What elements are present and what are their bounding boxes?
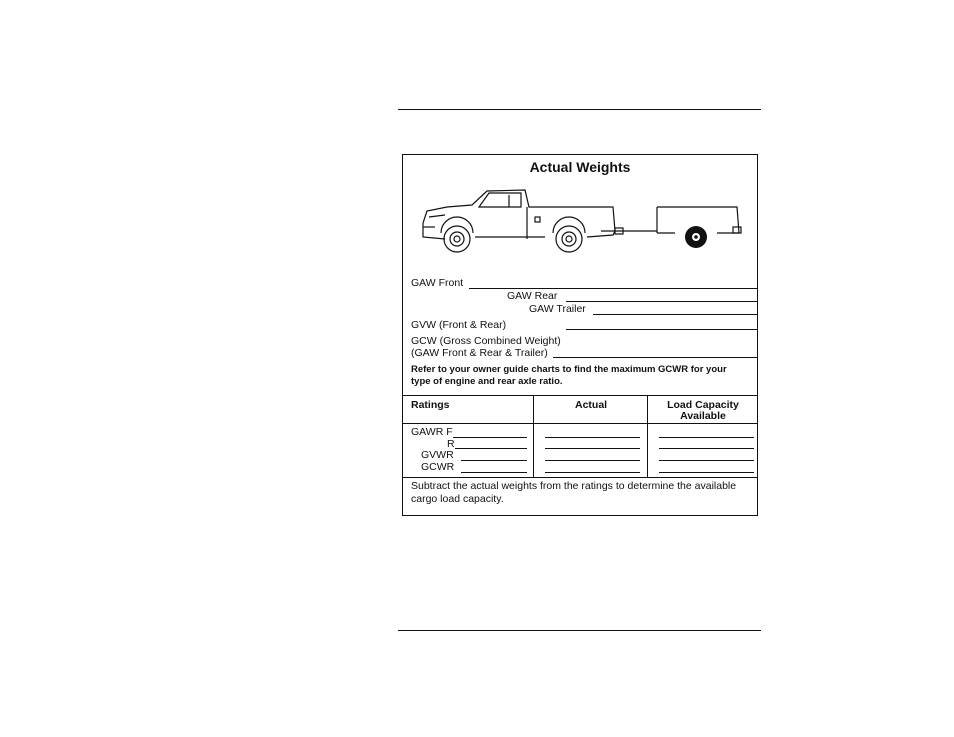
gawr-front-rating-field[interactable]	[453, 437, 527, 438]
gaw-trailer-field[interactable]	[593, 314, 758, 315]
gcw-label-line1: GCW (Gross Combined Weight)	[411, 335, 561, 347]
gcwr-actual-field[interactable]	[545, 472, 640, 473]
gawr-front-available-field[interactable]	[659, 437, 754, 438]
load-capacity-header: Load Capacity	[667, 399, 739, 411]
available-header: Available	[680, 410, 726, 422]
table-top-border	[403, 395, 757, 396]
gcwr-available-field[interactable]	[659, 472, 754, 473]
gcwr-rating-field[interactable]	[461, 472, 527, 473]
gawr-rear-label: R	[447, 438, 455, 450]
table-header-border	[403, 423, 757, 424]
gvwr-label: GVWR	[421, 449, 454, 461]
gawr-rear-actual-field[interactable]	[545, 448, 640, 449]
gcwr-note: Refer to your owner guide charts to find the maximum GCWR for your type of engine and rear axle ratio.	[411, 364, 727, 387]
actual-weights-form	[402, 154, 758, 516]
gvwr-rating-field[interactable]	[461, 460, 527, 461]
gcw-label-line2: (GAW Front & Rear & Trailer)	[411, 347, 548, 359]
gvwr-actual-field[interactable]	[545, 460, 640, 461]
gaw-rear-field[interactable]	[566, 301, 758, 302]
truck-trailer-illustration	[417, 187, 747, 257]
gcw-field[interactable]	[553, 357, 758, 358]
gaw-trailer-label: GAW Trailer	[529, 303, 586, 315]
ratings-header: Ratings	[411, 399, 450, 411]
gawr-front-label: GAWR F	[411, 426, 453, 438]
gcwr-label: GCWR	[421, 461, 455, 473]
gawr-front-actual-field[interactable]	[545, 437, 640, 438]
gaw-front-field[interactable]	[469, 288, 758, 289]
gaw-rear-label: GAW Rear	[507, 290, 558, 302]
actual-header: Actual	[575, 399, 608, 411]
footer-instruction: Subtract the actual weights from the ratings to determine the available cargo load capacity.	[411, 480, 737, 505]
bottom-rule	[398, 630, 761, 631]
gawr-rear-rating-field[interactable]	[455, 448, 527, 449]
table-divider-2	[647, 395, 648, 477]
gvwr-available-field[interactable]	[659, 460, 754, 461]
gvw-field[interactable]	[566, 329, 758, 330]
gvw-label: GVW (Front & Rear)	[411, 319, 507, 331]
form-title: Actual Weights	[529, 159, 631, 175]
table-divider-1	[533, 395, 534, 477]
table-bottom-border	[403, 477, 757, 478]
gawr-rear-available-field[interactable]	[659, 448, 754, 449]
gaw-front-label: GAW Front	[411, 277, 464, 289]
top-rule	[398, 109, 761, 110]
